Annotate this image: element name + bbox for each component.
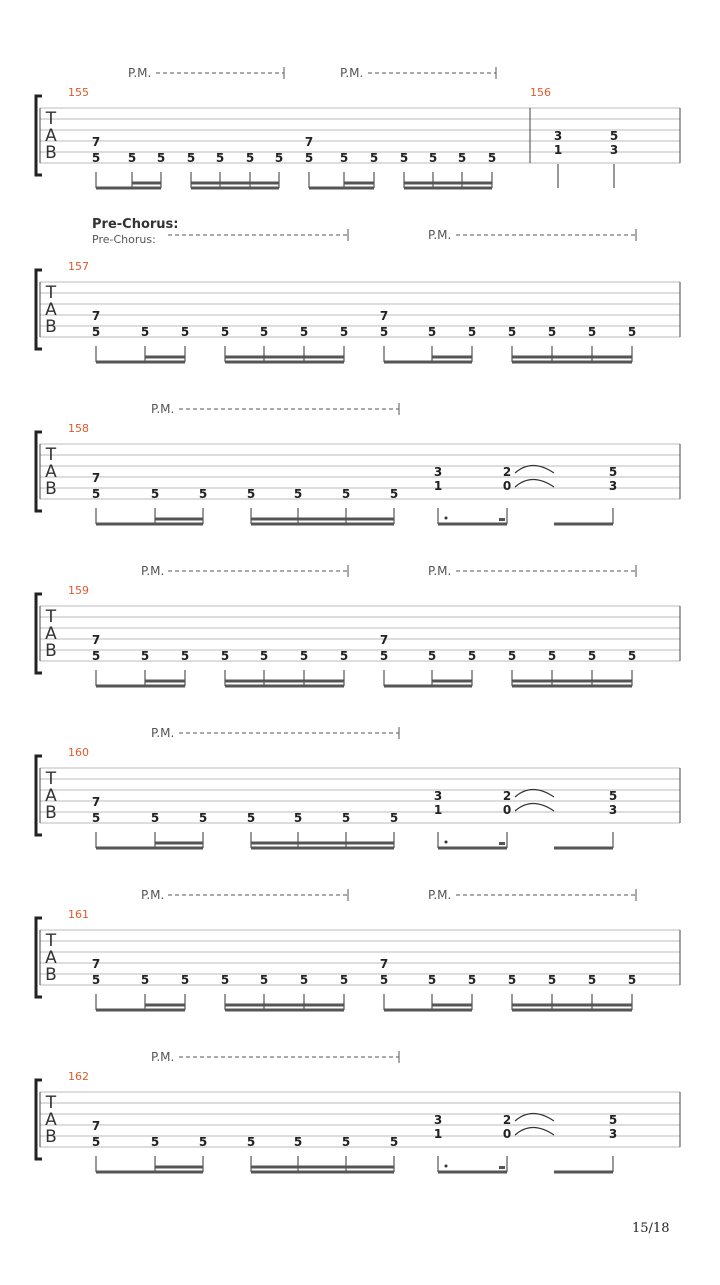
fret-number: 5: [220, 973, 230, 987]
tab-clef-t: T: [45, 769, 57, 789]
fret-number: 5: [608, 465, 618, 479]
tab-clef-a: A: [45, 1110, 57, 1130]
tie: [515, 790, 554, 798]
fret-number: 5: [91, 325, 101, 339]
tab-clef-b: B: [45, 1127, 57, 1147]
fret-number: 7: [91, 471, 101, 485]
fret-number: 5: [467, 325, 477, 339]
tab-clef-b: B: [45, 965, 57, 985]
palm-mute-label: P.M.: [141, 564, 165, 578]
fret-number: 2: [502, 465, 512, 479]
fret-number: 3: [608, 479, 618, 493]
measure-number: 161: [68, 908, 89, 921]
fret-number: 5: [379, 649, 389, 663]
fret-number: 5: [587, 649, 597, 663]
fret-number: 5: [246, 1135, 256, 1149]
tab-clef-a: A: [45, 624, 57, 644]
fret-number: 5: [339, 151, 349, 165]
fret-number: 7: [91, 795, 101, 809]
fret-number: 5: [427, 649, 437, 663]
fret-number: 3: [433, 789, 443, 803]
fret-number: 5: [245, 151, 255, 165]
fret-number: 5: [259, 325, 269, 339]
fret-number: 5: [339, 325, 349, 339]
tab-clef-b: B: [45, 803, 57, 823]
fret-number: 5: [627, 973, 637, 987]
fret-number: 5: [91, 487, 101, 501]
dot: [445, 517, 448, 520]
fret-number: 5: [627, 325, 637, 339]
palm-mute-label: P.M.: [428, 888, 452, 902]
section-label-bold: Pre-Chorus:: [92, 217, 179, 232]
measure-number: 158: [68, 422, 89, 435]
palm-mute-label: P.M.: [151, 402, 175, 416]
palm-mute-label: P.M.: [151, 726, 175, 740]
fret-number: 5: [150, 1135, 160, 1149]
tie: [515, 1114, 554, 1122]
fret-number: 5: [467, 649, 477, 663]
dot: [445, 1165, 448, 1168]
tab-clef-a: A: [45, 462, 57, 482]
fret-number: 5: [140, 649, 150, 663]
fret-number: 5: [341, 811, 351, 825]
tab-clef-a: A: [45, 126, 57, 146]
measure-number: 159: [68, 584, 89, 597]
fret-number: 5: [507, 649, 517, 663]
fret-number: 5: [389, 487, 399, 501]
palm-mute-label: P.M.: [428, 564, 452, 578]
tab-clef-b: B: [45, 317, 57, 337]
fret-number: 5: [91, 811, 101, 825]
fret-number: 3: [608, 803, 618, 817]
fret-number: 5: [299, 649, 309, 663]
fret-number: 0: [502, 479, 512, 493]
measure-number: 157: [68, 260, 89, 273]
tie: [515, 1128, 554, 1136]
fret-number: 5: [150, 487, 160, 501]
partial-beam: [499, 1166, 505, 1169]
fret-number: 1: [553, 143, 563, 157]
fret-number: 5: [198, 811, 208, 825]
fret-number: 5: [150, 811, 160, 825]
fret-number: 0: [502, 803, 512, 817]
fret-number: 5: [609, 129, 619, 143]
fret-number: 5: [246, 487, 256, 501]
tie: [515, 480, 554, 488]
fret-number: 7: [304, 135, 314, 149]
fret-number: 5: [587, 325, 597, 339]
fret-number: 5: [140, 973, 150, 987]
fret-number: 5: [304, 151, 314, 165]
section-label-small: Pre-Chorus:: [92, 233, 156, 246]
fret-number: 3: [433, 1113, 443, 1127]
palm-mute-label: P.M.: [428, 228, 452, 242]
fret-number: 5: [246, 811, 256, 825]
tie: [515, 466, 554, 474]
fret-number: 1: [433, 479, 443, 493]
tie: [515, 804, 554, 812]
fret-number: 5: [341, 1135, 351, 1149]
fret-number: 2: [502, 1113, 512, 1127]
tab-clef-t: T: [45, 109, 57, 129]
partial-beam: [499, 518, 505, 521]
fret-number: 5: [339, 649, 349, 663]
fret-number: 7: [379, 309, 389, 323]
fret-number: 5: [293, 811, 303, 825]
fret-number: 5: [428, 151, 438, 165]
tab-clef-b: B: [45, 479, 57, 499]
fret-number: 7: [91, 309, 101, 323]
tab-clef-b: B: [45, 641, 57, 661]
fret-number: 5: [507, 973, 517, 987]
fret-number: 2: [502, 789, 512, 803]
tab-clef-b: B: [45, 143, 57, 163]
fret-number: 3: [609, 143, 619, 157]
measure-number: 162: [68, 1070, 89, 1083]
fret-number: 5: [293, 1135, 303, 1149]
measure-number: 156: [530, 86, 551, 99]
fret-number: 5: [389, 1135, 399, 1149]
tab-clef-t: T: [45, 1093, 57, 1113]
palm-mute-label: P.M.: [340, 66, 364, 80]
fret-number: 5: [180, 325, 190, 339]
fret-number: 5: [457, 151, 467, 165]
fret-number: 5: [299, 325, 309, 339]
fret-number: 5: [547, 649, 557, 663]
fret-number: 3: [433, 465, 443, 479]
fret-number: 3: [553, 129, 563, 143]
fret-number: 5: [180, 973, 190, 987]
tab-clef-a: A: [45, 300, 57, 320]
fret-number: 5: [293, 487, 303, 501]
fret-number: 5: [608, 1113, 618, 1127]
dot: [445, 841, 448, 844]
fret-number: 5: [608, 789, 618, 803]
fret-number: 5: [427, 973, 437, 987]
fret-number: 5: [547, 973, 557, 987]
fret-number: 1: [433, 1127, 443, 1141]
tab-clef-a: A: [45, 948, 57, 968]
measure-number: 160: [68, 746, 89, 759]
tab-clef-t: T: [45, 283, 57, 303]
fret-number: 5: [140, 325, 150, 339]
fret-number: 5: [198, 487, 208, 501]
fret-number: 5: [379, 325, 389, 339]
fret-number: 5: [259, 973, 269, 987]
fret-number: 5: [180, 649, 190, 663]
fret-number: 5: [547, 325, 557, 339]
partial-beam: [499, 842, 505, 845]
fret-number: 5: [627, 649, 637, 663]
measure-number: 155: [68, 86, 89, 99]
fret-number: 5: [487, 151, 497, 165]
fret-number: 5: [186, 151, 196, 165]
palm-mute-label: P.M.: [128, 66, 152, 80]
fret-number: 5: [91, 1135, 101, 1149]
fret-number: 7: [91, 957, 101, 971]
tab-clef-t: T: [45, 607, 57, 627]
fret-number: 5: [198, 1135, 208, 1149]
fret-number: 5: [127, 151, 137, 165]
palm-mute-label: P.M.: [151, 1050, 175, 1064]
fret-number: 5: [220, 325, 230, 339]
palm-mute-label: P.M.: [141, 888, 165, 902]
fret-number: 7: [91, 135, 101, 149]
tab-clef-t: T: [45, 445, 57, 465]
fret-number: 5: [341, 487, 351, 501]
fret-number: 0: [502, 1127, 512, 1141]
fret-number: 5: [339, 973, 349, 987]
fret-number: 5: [389, 811, 399, 825]
fret-number: 7: [91, 1119, 101, 1133]
fret-number: 5: [507, 325, 517, 339]
page-number: 15/18: [632, 1221, 670, 1236]
fret-number: 5: [91, 649, 101, 663]
fret-number: 5: [91, 151, 101, 165]
fret-number: 3: [608, 1127, 618, 1141]
fret-number: 7: [379, 957, 389, 971]
tab-clef-t: T: [45, 931, 57, 951]
fret-number: 5: [156, 151, 166, 165]
fret-number: 7: [91, 633, 101, 647]
fret-number: 5: [467, 973, 477, 987]
fret-number: 5: [379, 973, 389, 987]
fret-number: 5: [399, 151, 409, 165]
fret-number: 5: [299, 973, 309, 987]
tab-clef-a: A: [45, 786, 57, 806]
fret-number: 1: [433, 803, 443, 817]
fret-number: 7: [379, 633, 389, 647]
fret-number: 5: [274, 151, 284, 165]
fret-number: 5: [259, 649, 269, 663]
fret-number: 5: [91, 973, 101, 987]
fret-number: 5: [587, 973, 597, 987]
fret-number: 5: [369, 151, 379, 165]
fret-number: 5: [427, 325, 437, 339]
fret-number: 5: [215, 151, 225, 165]
fret-number: 5: [220, 649, 230, 663]
